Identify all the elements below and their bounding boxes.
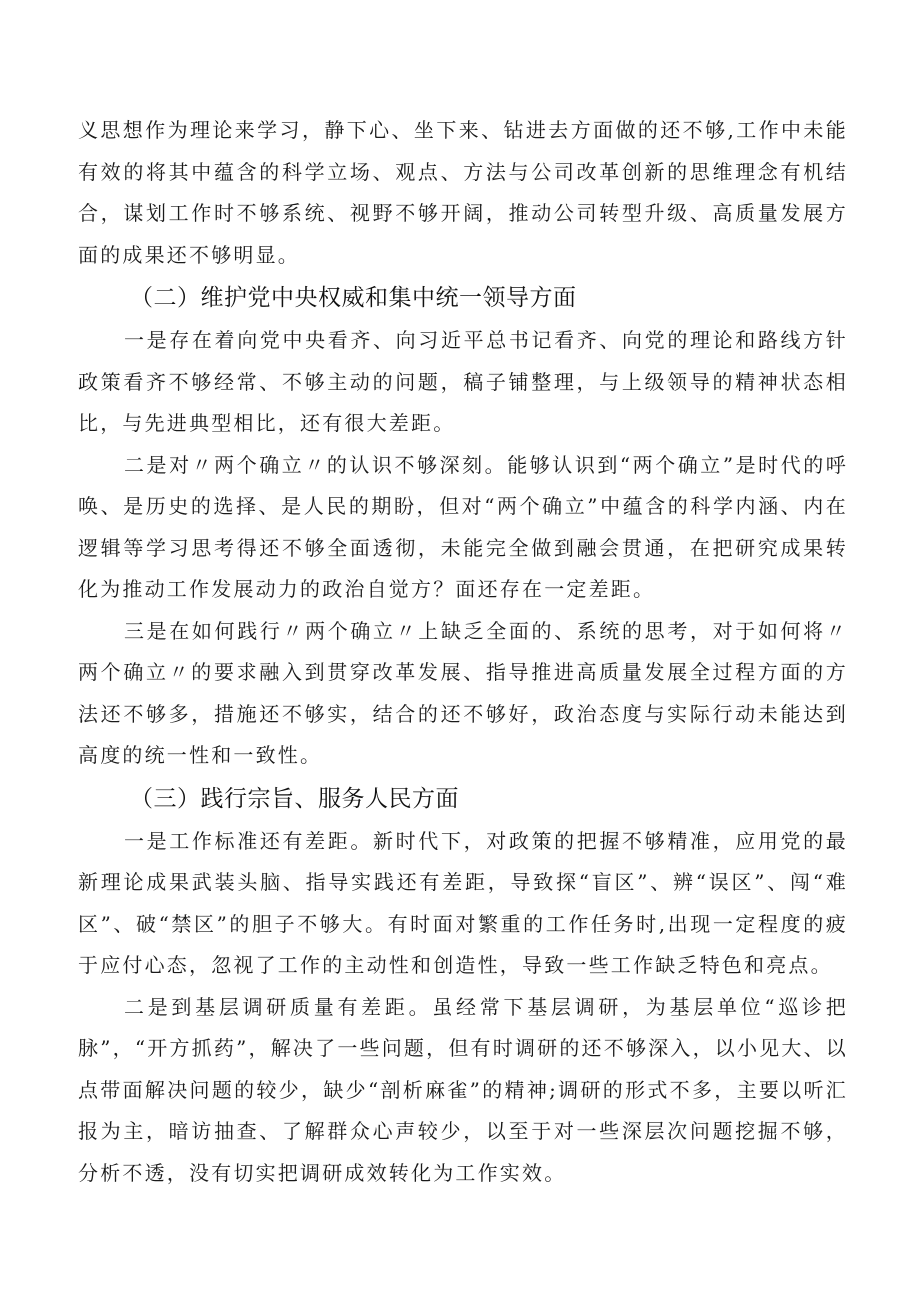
paragraph-two-establishments-understanding: 二是对〃两个确立〃的认识不够深刻。能够认识到“两个确立”是时代的呼唤、是历史的选择、是人民的期盼，但对“两个确立”中蕴含的科学内涵、内在逻辑等学习思考得还不够全面透彻，未能完全做到融会贯通，在把研究成果转化为推动工作发展动力的政治自觉方？面还存在一定差距。 — [78, 452, 848, 601]
paragraph-alignment-issue: 一是存在着向党中央看齐、向习近平总书记看齐、向党的理论和路线方针政策看齐不够经常、不够主动的问题，稿子铺整理，与上级领导的精神状态相比，与先进典型相比，还有很大差距。 — [78, 328, 848, 435]
paragraph-work-standards: 一是工作标准还有差距。新时代下，对政策的把握不够精准，应用党的最新理论成果武装头脑、指导实践还有差距，导致探“盲区”、辨“误区”、闯“难区”、破“禁区”的胆子不够大。有时面对繁重的工作任务时,出现一定程度的疲于应付心态，忽视了工作的主动性和创造性，导致一些工作缺乏特色和亮点。 — [78, 828, 848, 977]
paragraph-two-establishments-practice: 三是在如何践行〃两个确立〃上缺乏全面的、系统的思考，对于如何将〃两个确立〃的要求融入到贯穿改革发展、指导推进高质量发展全过程方面的方法还不够多，措施还不够实，结合的还不够好，政治态度与实际行动未能达到高度的统一性和一致性。 — [78, 618, 848, 767]
section-heading-three: （三）践行宗旨、服务人民方面 — [130, 785, 459, 812]
paragraph-continued-study: 义思想作为理论来学习，静下心、坐下来、钻进去方面做的还不够,工作中未能有效的将其中蕴含的科学立场、观点、方法与公司改革创新的思维理念有机结合，谋划工作时不够系统、视野不够开阔，推动公司转型升级、高质量发展方面的成果还不够明显。 — [78, 118, 848, 267]
section-heading-two: （二）维护党中央权威和集中统一领导方面 — [130, 285, 577, 311]
document-body — [78, 110, 848, 1194]
paragraph-grassroots-research: 二是到基层调研质量有差距。虽经常下基层调研，为基层单位“巡诊把脉”，“开方抓药”，解决了一些问题，但有时调研的还不够深入，以小见大、以点带面解决问题的较少，缺少“剖析麻雀”的精神;调研的形式不多，主要以听汇报为主，暗访抽查、了解群众心声较少，以至于对一些深层次问题挖掘不够，分析不透，没有切实把调研成效转化为工作实效。 — [78, 994, 848, 1185]
